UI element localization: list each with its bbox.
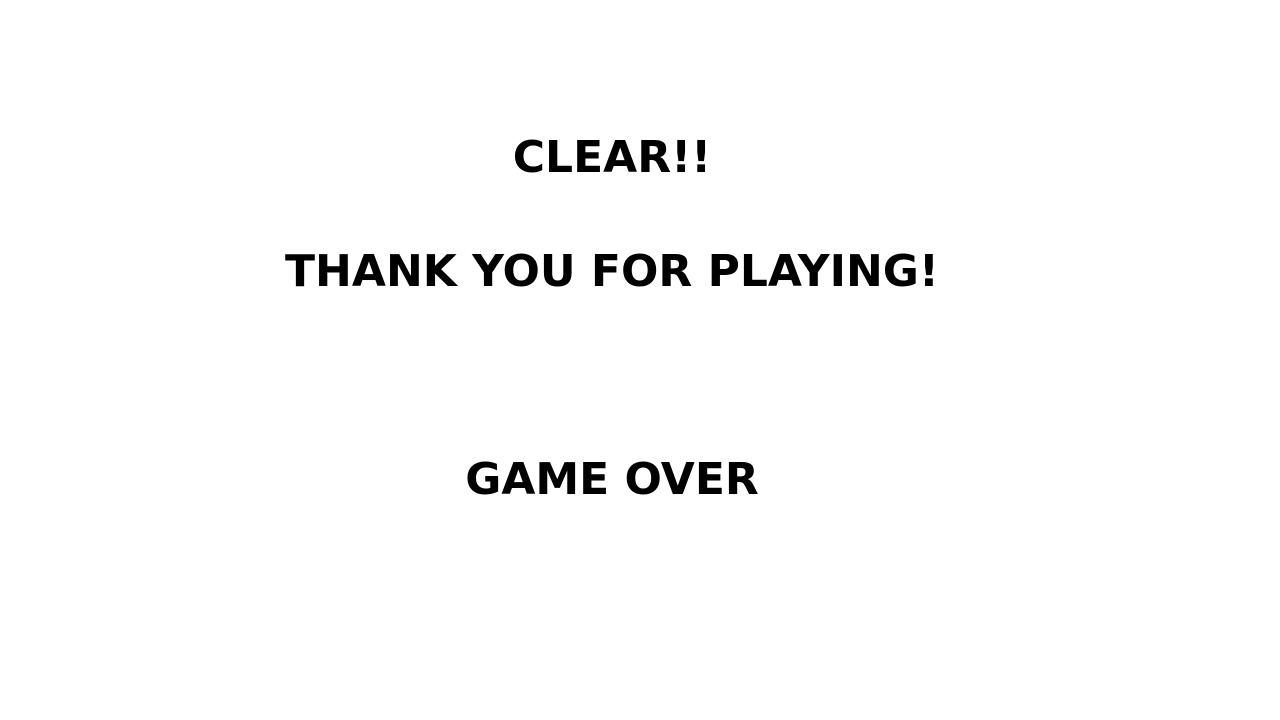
- game-over-label: GAME OVER: [465, 454, 759, 505]
- thank-you-message: THANK YOU FOR PLAYING!: [285, 246, 939, 297]
- clear-title: CLEAR!!: [512, 132, 712, 183]
